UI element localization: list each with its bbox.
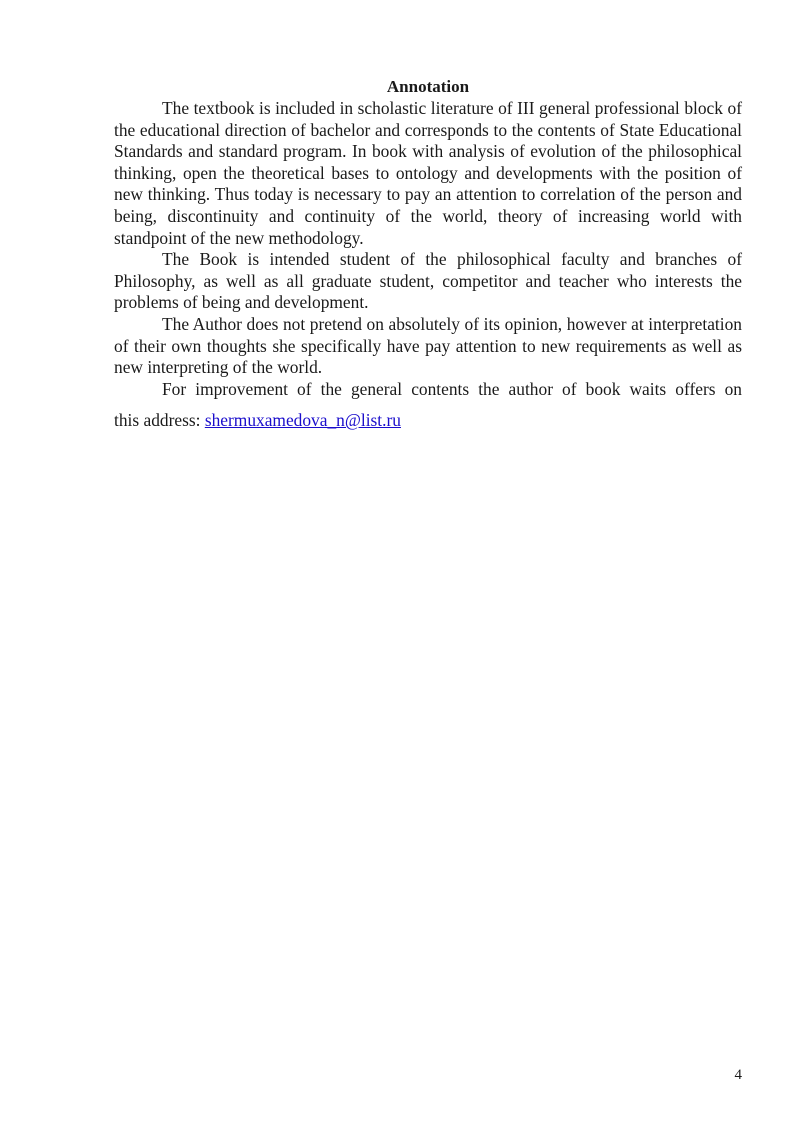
paragraph-textbook-description: The textbook is included in scholastic literature of III general professional block of the educational direction of bachelor and corresponds to the contents of State Educational Standards and standard program. In book with analysis of evolution of the philosophical thinking, open the theoretical bases to ontology and developments with the position of new thinking. Thus today is necessary to pay an attention to correlation of the person and being, discontinuity and continuity of the world, theory of increasing world with standpoint of the new methodology. [114, 98, 742, 248]
paragraph-author-note: The Author does not pretend on absolutely of its opinion, however at interpretation of their own thoughts she specifically have pay attention to new requirements as well as new interpreting of the world. [114, 313, 742, 378]
paragraph-improvement-offers: For improvement of the general contents the author of book waits offers on [162, 378, 742, 399]
document-title: Annotation [386, 77, 470, 96]
email-link[interactable]: shermuxamedova_n@list.ru [204, 410, 401, 431]
paragraph-intended-audience: The Book is intended student of the philosophical faculty and branches of Philosophy, as well as all graduate student, competitor and teacher who interests the problems of being and development. [114, 249, 742, 313]
address-prefix: this address: [114, 410, 205, 431]
address-line [114, 410, 742, 432]
page-number: 4 [734, 1067, 742, 1083]
document-page [114, 76, 742, 432]
